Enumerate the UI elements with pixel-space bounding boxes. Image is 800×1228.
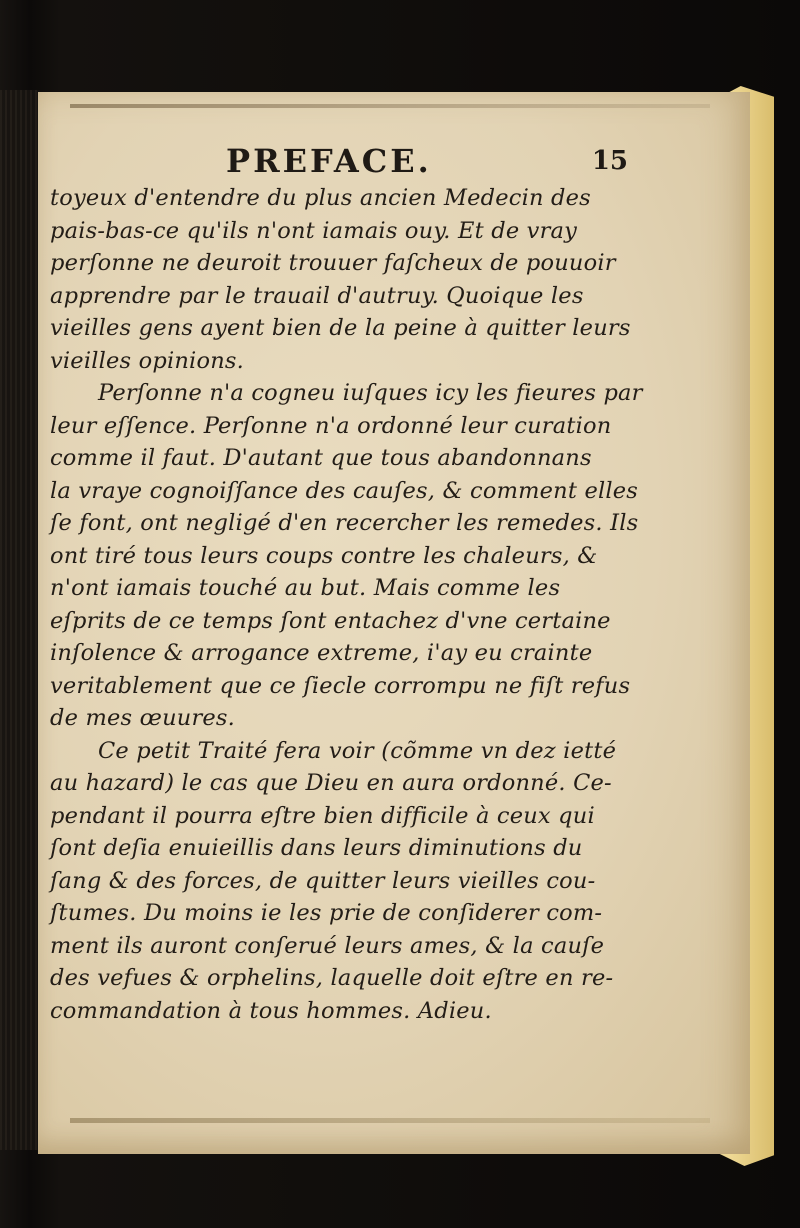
text-line: ont tiré tous leurs coups contre les chaleurs, &: [50, 542, 598, 569]
page-top-shadow: [70, 104, 710, 108]
text-line: perſonne ne deuroit trouuer faſcheux de pouuoir: [50, 250, 616, 276]
text-line: ſtumes. Du moins ie les prie de conſiderer com-: [50, 900, 603, 926]
text-line: leur eſſence. Perſonne n'a ordonné leur curation: [50, 412, 612, 439]
book-block-edge: [0, 90, 40, 1150]
paragraph-start-line: Ce petit Traité fera voir (cõmme vn dez ietté: [98, 737, 617, 764]
paragraph-start-line: Perſonne n'a cogneu iuſques icy les fieures par: [98, 380, 643, 406]
text-line: pais-bas-ce qu'ils n'ont iamais ouy. Et de vray: [50, 217, 578, 244]
text-line: eſprits de ce temps ſont entachez d'vne certaine: [50, 607, 611, 634]
text-line: toyeux d'entendre du plus ancien Medecin des: [50, 185, 591, 211]
text-line: ſang & des forces, de quitter leurs vieilles cou-: [50, 867, 596, 894]
text-line: vieilles gens ayent bien de la peine à quitter leurs: [50, 315, 631, 341]
text-line: pendant il pourra eſtre bien difficile à ceux qui: [50, 802, 595, 829]
text-line: n'ont iamais touché au but. Mais comme les: [50, 575, 561, 601]
text-line: ment ils auront conſerué leurs ames, & la cauſe: [50, 932, 605, 959]
page-number: 15: [591, 146, 628, 176]
text-line: apprendre par le trauail d'autruy. Quoique les: [50, 282, 584, 309]
text-line: au hazard) le cas que Dieu en aura ordonné. Ce-: [50, 770, 612, 796]
text-line: ſe font, ont negligé d'en recercher les remedes. Ils: [50, 510, 639, 536]
text-line: la vraye cognoiſſance des cauſes, & comment elles: [50, 477, 639, 504]
text-line: ſont deſia enuieillis dans leurs diminutions du: [50, 835, 583, 861]
text-line: veritablement que ce ſiecle corrompu ne fiſt refus: [50, 672, 631, 699]
body-text: [50, 182, 643, 1027]
text-line: commandation à tous hommes. Adieu.: [50, 997, 492, 1024]
text-line: comme il faut. D'autant que tous abandonnans: [50, 445, 592, 471]
running-header: [108, 142, 628, 182]
text-line: vieilles opinions.: [50, 347, 244, 374]
page-bottom-shadow: [70, 1118, 710, 1123]
running-title: PREFACE.: [226, 142, 432, 180]
text-line: de mes œuures.: [50, 705, 236, 731]
text-line: des vefues & orphelins, laquelle doit eſtre en re-: [50, 965, 614, 991]
text-line: inſolence & arrogance extreme, i'ay eu crainte: [50, 640, 593, 666]
